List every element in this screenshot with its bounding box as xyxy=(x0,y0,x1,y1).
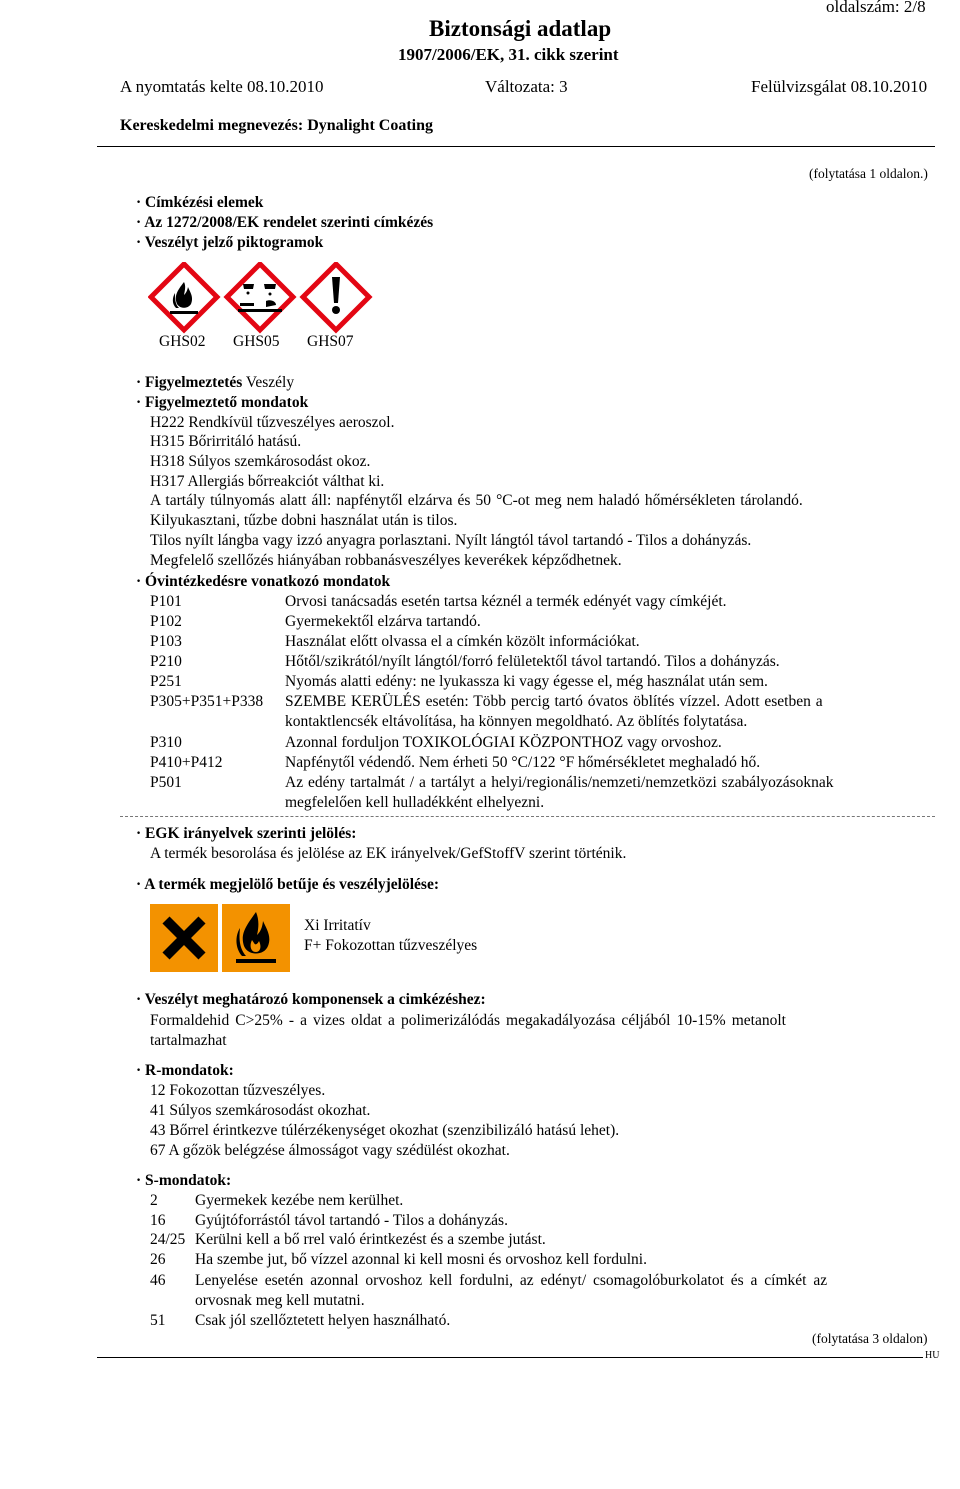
r-phrase: 67 A gőzök belégzése álmosságot vagy szédülést okozhat. xyxy=(150,1142,510,1159)
xi-irritant-icon xyxy=(150,904,218,972)
signal-word: Veszély xyxy=(245,374,295,391)
signal-word-line xyxy=(136,374,294,392)
egk-title: · EGK irányelvek szerinti jelölés: xyxy=(136,825,357,842)
continued-from: (folytatása 1 oldalon.) xyxy=(809,166,928,181)
s-code: 16 xyxy=(150,1212,166,1229)
s-code: 24/25 xyxy=(150,1231,186,1248)
p-text: Az edény tartalmát / a tartályt a helyi/regionális/nemzeti/nemzetközi szabályozásoknak xyxy=(285,774,834,791)
p-text: Orvosi tanácsadás esetén tartsa kéznél a termék edényét vagy címkéjét. xyxy=(285,593,727,610)
hazard-statement: Megfelelő szellőzés hiányában robbanásveszélyes keverékek képződhetnek. xyxy=(150,552,622,569)
ghs07-exclamation-icon xyxy=(303,264,369,330)
s-code: 51 xyxy=(150,1312,166,1329)
header-rule xyxy=(97,146,935,147)
s-phrases-title: · S-mondatok: xyxy=(136,1172,232,1189)
p-code: P102 xyxy=(150,613,182,630)
language-code: HU xyxy=(925,1350,940,1361)
page-number: oldalszám: 2/8 xyxy=(826,0,926,16)
r-phrases-title: · R-mondatok: xyxy=(136,1062,234,1079)
components-line-1: Formaldehid C>25% - a vizes oldat a polimerizálódás megakadályozása céljából 10-15% metanolt xyxy=(150,1012,786,1029)
hazard-statements-title: · Figyelmeztető mondatok xyxy=(136,394,309,411)
s-text: Kerülni kell a bő rrel való érintkezést és a szembe jutást. xyxy=(195,1231,546,1248)
p-code: P410+P412 xyxy=(150,754,223,771)
version: Változata: 3 xyxy=(485,77,568,96)
r-phrase: 12 Fokozottan tűzveszélyes. xyxy=(150,1082,326,1099)
s-code: 26 xyxy=(150,1251,166,1268)
print-date: A nyomtatás kelte 08.10.2010 xyxy=(120,77,324,96)
egk-symbols xyxy=(150,904,292,972)
r-phrase: 43 Bőrrel érintkezve túlérzékenységet okozhat (szenzibilizáló hatású lehet). xyxy=(150,1122,620,1139)
hazard-statement: H315 Bőrirritáló hatású. xyxy=(150,433,302,450)
hazard-statement: H222 Rendkívül tűzveszélyes aeroszol. xyxy=(150,414,395,431)
p-code: P251 xyxy=(150,673,182,690)
p-code: P501 xyxy=(150,774,182,791)
trade-name: Kereskedelmi megnevezés: Dynalight Coating xyxy=(120,117,433,134)
signal-word-label: · Figyelmeztetés xyxy=(136,374,243,391)
egk-symbols-title: · A termék megjelölő betűje és veszélyjelölése: xyxy=(136,876,439,893)
ghs05-corrosion-icon xyxy=(227,264,293,330)
hazard-statement: H317 Allergiás bőrreakciót válthat ki. xyxy=(150,473,385,490)
p-text: Hőtől/szikrától/nyílt lángtól/forró felületektől távol tartandó. Tilos a dohányzás. xyxy=(285,653,780,670)
precautionary-title: · Óvintézkedésre vonatkozó mondatok xyxy=(136,573,391,590)
s-code: 2 xyxy=(150,1192,158,1209)
symbol-xi-label: Xi Irritatív xyxy=(304,917,371,934)
continued-to: (folytatása 3 oldalon) xyxy=(812,1331,928,1346)
hazard-statement: H318 Súlyos szemkárosodást okoz. xyxy=(150,453,371,470)
components-title: · Veszélyt meghatározó komponensek a cimkézéshez: xyxy=(136,991,486,1008)
pictogram-label-ghs05: GHS05 xyxy=(233,333,280,350)
r-phrase: 41 Súlyos szemkárosodást okozhat. xyxy=(150,1102,371,1119)
p-text-cont: megfelelően kell hulladékként elhelyezni. xyxy=(285,794,545,811)
p-code: P101 xyxy=(150,593,182,610)
p-text: Azonnal forduljon TOXIKOLÓGIAI KÖZPONTHOZ vagy orvoshoz. xyxy=(285,734,722,751)
ghs02-flame-icon xyxy=(151,264,217,330)
document-title: Biztonsági adatlap xyxy=(429,16,612,41)
p-text: SZEMBE KERÜLÉS esetén: Több percig tartó óvatos öblítés vízzel. Adott esetben a xyxy=(285,693,823,710)
s-text: Ha szembe jut, bő vízzel azonnal ki kell mosni és orvoshoz kell fordulni. xyxy=(195,1251,647,1268)
revision-date: Felülvizsgálat 08.10.2010 xyxy=(751,77,928,96)
f-flame-icon xyxy=(222,904,290,972)
p-code: P210 xyxy=(150,653,182,670)
p-code: P103 xyxy=(150,633,182,650)
ghs-pictograms xyxy=(148,262,374,334)
egk-text: A termék besorolása és jelölése az EK irányelvek/GefStoffV szerint történik. xyxy=(150,845,627,862)
components-line-2: tartalmazhat xyxy=(150,1032,227,1049)
pictogram-label-ghs07: GHS07 xyxy=(307,333,354,350)
p-text: Gyermekektől elzárva tartandó. xyxy=(285,613,481,630)
s-text: Gyújtóforrástól távol tartandó - Tilos a dohányzás. xyxy=(195,1212,508,1229)
s-text: Csak jól szellőztetett helyen használható. xyxy=(195,1312,451,1329)
p-code: P305+P351+P338 xyxy=(150,693,264,710)
footer-rule xyxy=(97,1357,935,1358)
s-text: Gyermekek kezébe nem kerülhet. xyxy=(195,1192,404,1209)
p-text-cont: kontaktlencsék eltávolítása, ha könnyen megoldható. Az öblítés folytatása. xyxy=(285,713,748,730)
s-text: Lenyelése esetén azonnal orvoshoz kell fordulni, az edényt/ csomagolóburkolatot és a címkét az xyxy=(195,1272,828,1289)
p-code: P310 xyxy=(150,734,182,751)
p-text: Napfénytől védendő. Nem érheti 50 °C/122 °F hőmérsékletet meghaladó hő. xyxy=(285,754,761,771)
hazard-statement: Tilos nyílt lángba vagy izzó anyagra porlasztani. Nyílt lángtól távol tartandó - Tilos a dohányzás. xyxy=(150,532,752,549)
hazard-statement: Kilyukasztani, tűzbe dobni használat után is tilos. xyxy=(150,512,458,529)
document-subtitle: 1907/2006/EK, 31. cikk szerint xyxy=(398,45,619,64)
pictograms-title: · Veszélyt jelző piktogramok xyxy=(136,234,324,251)
section-divider xyxy=(120,816,935,817)
labelling-elements-title: · Címkézési elemek xyxy=(136,194,264,211)
s-text-cont: orvosnak meg kell mutatni. xyxy=(195,1292,365,1309)
pictogram-label-ghs02: GHS02 xyxy=(159,333,206,350)
hazard-statement: A tartály túlnyomás alatt áll: napfénytől elzárva és 50 °C-ot meg nem haladó hőmérsékleten tárolandó. xyxy=(150,492,803,509)
symbol-f-label: F+ Fokozottan tűzveszélyes xyxy=(304,937,478,954)
p-text: Nyomás alatti edény: ne lyukassza ki vagy égesse el, még használat után sem. xyxy=(285,673,768,690)
s-code: 46 xyxy=(150,1272,166,1289)
regulation-title: · Az 1272/2008/EK rendelet szerinti címkézés xyxy=(136,214,434,231)
p-text: Használat előtt olvassa el a címkén közölt információkat. xyxy=(285,633,640,650)
